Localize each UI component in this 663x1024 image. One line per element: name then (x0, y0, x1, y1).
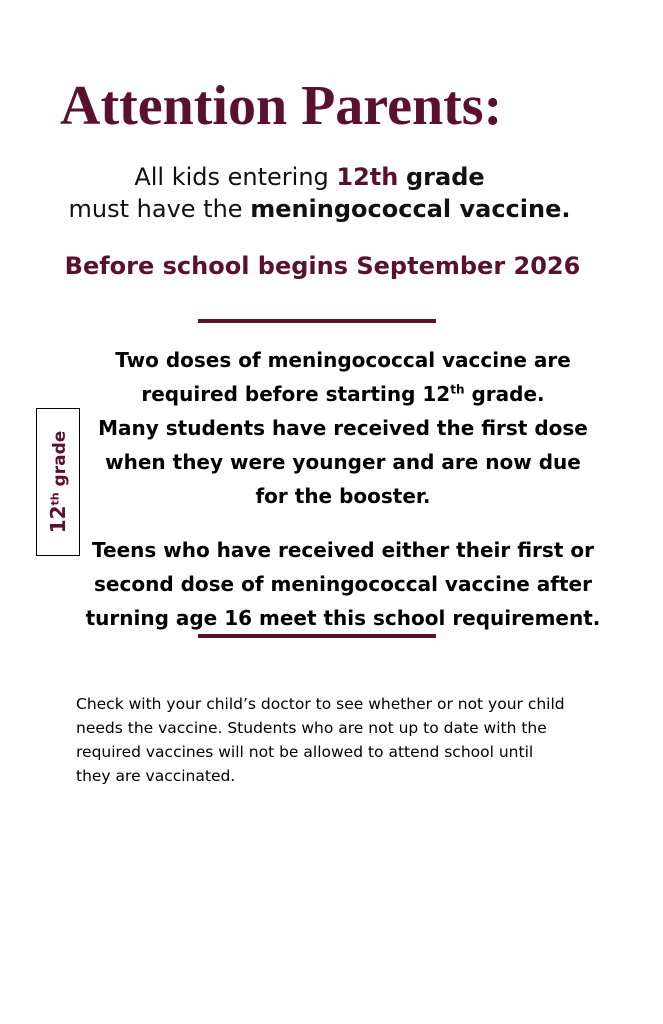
requirement-line-2-sup: th (450, 382, 465, 397)
requirement-line-2 (84, 377, 602, 411)
requirement-line-1: Two doses of meningococcal vaccine are (115, 348, 571, 372)
note-line-3: required vaccines will not be allowed to attend school until (76, 743, 534, 761)
intro-grade-number: 12th (336, 163, 399, 191)
deadline-text: Before school begins September 2026 (64, 252, 581, 280)
intro-line-1-prefix: All kids entering (134, 163, 337, 191)
intro-line-1 (0, 162, 641, 192)
side-label (46, 431, 70, 534)
intro-line-2 (0, 194, 651, 224)
requirement-line-2-suffix: grade. (464, 382, 545, 406)
note-line-2: needs the vaccine. Students who are not up to date with the (76, 719, 547, 737)
requirement-paragraph (84, 343, 602, 513)
teens-line-3: turning age 16 meet this school requirement. (85, 606, 601, 630)
page-title: Attention Parents: (60, 75, 503, 137)
note-line-4: they are vaccinated. (76, 767, 236, 785)
side-label-number: 12 (46, 505, 70, 534)
teens-line-2: second dose of meningococcal vaccine after (94, 572, 592, 596)
requirement-line-2-prefix: required before starting 12 (141, 382, 451, 406)
requirement-line-3: Many students have received the first dose (98, 416, 588, 440)
divider-top (198, 319, 436, 323)
divider-bottom (198, 634, 436, 638)
requirement-line-5: for the booster. (255, 484, 431, 508)
teens-paragraph (84, 533, 602, 635)
intro-grade-word: grade (406, 163, 485, 191)
teens-line-1: Teens who have received either their first or (92, 538, 594, 562)
intro-vaccine-name: meningococcal vaccine. (250, 195, 571, 223)
note-line-1: Check with your child’s doctor to see whether or not your child (76, 695, 565, 713)
note-paragraph (76, 692, 606, 788)
side-label-sup: th (48, 492, 62, 506)
side-label-text: grade (50, 430, 70, 493)
requirement-line-4: when they were younger and are now due (105, 450, 581, 474)
intro-line-2-prefix: must have the (68, 195, 251, 223)
